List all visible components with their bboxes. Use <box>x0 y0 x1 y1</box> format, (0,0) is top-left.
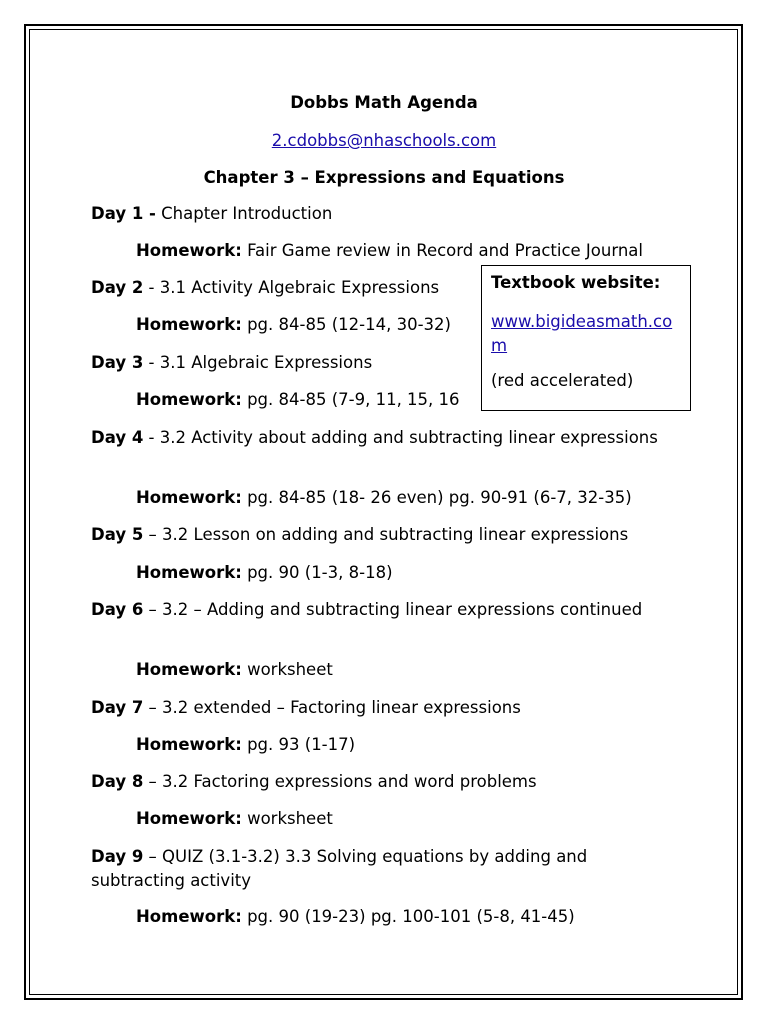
email-link[interactable]: 2.cdobbs@nhaschools.com <box>271 131 497 150</box>
day-3 <box>91 352 372 374</box>
homework-label: Homework: <box>136 315 242 334</box>
homework-7 <box>136 734 355 756</box>
day-7 <box>91 697 521 719</box>
day-text: – 3.2 Factoring expressions and word problems <box>143 772 537 791</box>
homework-text: pg. 93 (1-17) <box>241 735 356 754</box>
day-1 <box>91 203 332 225</box>
homework-text: worksheet <box>241 809 333 828</box>
day-text: - 3.1 Activity Algebraic Expressions <box>143 278 440 297</box>
homework-6 <box>136 659 333 681</box>
day-9 <box>91 845 681 893</box>
chapter-heading: Chapter 3 – Expressions and Equations <box>203 168 565 187</box>
day-text: - 3.1 Algebraic Expressions <box>143 353 373 372</box>
day-text: – 3.2 extended – Factoring linear expressions <box>143 698 521 717</box>
day-text: – 3.2 Lesson on adding and subtracting linear expressions <box>143 525 629 544</box>
homework-label: Homework: <box>136 241 242 260</box>
day-label: Day 8 <box>91 772 144 791</box>
homework-4 <box>136 487 632 509</box>
textbook-website-title: Textbook website: <box>491 273 661 292</box>
homework-text: pg. 90 (19-23) pg. 100-101 (5-8, 41-45) <box>241 907 575 926</box>
homework-text: pg. 84-85 (7-9, 11, 15, 16 <box>241 390 460 409</box>
homework-2 <box>136 314 451 336</box>
homework-8 <box>136 808 333 830</box>
day-label: Day 9 <box>91 847 144 866</box>
day-4 <box>91 426 681 450</box>
homework-3 <box>136 389 460 411</box>
homework-label: Homework: <box>136 907 242 926</box>
homework-label: Homework: <box>136 390 242 409</box>
homework-label: Homework: <box>136 735 242 754</box>
email-line <box>0 130 768 152</box>
homework-label: Homework: <box>136 809 242 828</box>
document-title: Dobbs Math Agenda <box>290 93 478 112</box>
day-8 <box>91 771 537 793</box>
day-6 <box>91 598 681 622</box>
homework-1 <box>136 240 643 262</box>
day-label: Day 5 <box>91 525 144 544</box>
day-label: Day 6 <box>91 600 144 619</box>
day-label: Day 4 <box>91 428 144 447</box>
day-label: Day 1 - <box>91 204 156 223</box>
day-label: Day 7 <box>91 698 144 717</box>
homework-5 <box>136 562 393 584</box>
textbook-website-link[interactable]: www.bigideasmath.com <box>491 312 673 355</box>
textbook-website-note: (red accelerated) <box>491 371 634 390</box>
homework-label: Homework: <box>136 660 242 679</box>
homework-text: pg. 90 (1-3, 8-18) <box>241 563 393 582</box>
day-5 <box>91 524 628 546</box>
day-text: – 3.2 – Adding and subtracting linear expressions continued <box>143 600 643 619</box>
homework-text: worksheet <box>241 660 333 679</box>
homework-text: pg. 84-85 (12-14, 30-32) <box>241 315 451 334</box>
day-label: Day 3 <box>91 353 144 372</box>
textbook-website-box <box>481 265 691 411</box>
homework-text: Fair Game review in Record and Practice Journal <box>241 241 643 260</box>
day-label: Day 2 <box>91 278 144 297</box>
day-2 <box>91 277 439 299</box>
homework-label: Homework: <box>136 488 242 507</box>
day-text: – QUIZ (3.1-3.2) 3.3 Solving equations by adding and subtracting activity <box>91 847 588 890</box>
day-text: - 3.2 Activity about adding and subtracting linear expressions <box>143 428 658 447</box>
homework-text: pg. 84-85 (18- 26 even) pg. 90-91 (6-7, 32-35) <box>241 488 632 507</box>
day-text: Chapter Introduction <box>155 204 333 223</box>
homework-9 <box>136 906 575 928</box>
homework-label: Homework: <box>136 563 242 582</box>
